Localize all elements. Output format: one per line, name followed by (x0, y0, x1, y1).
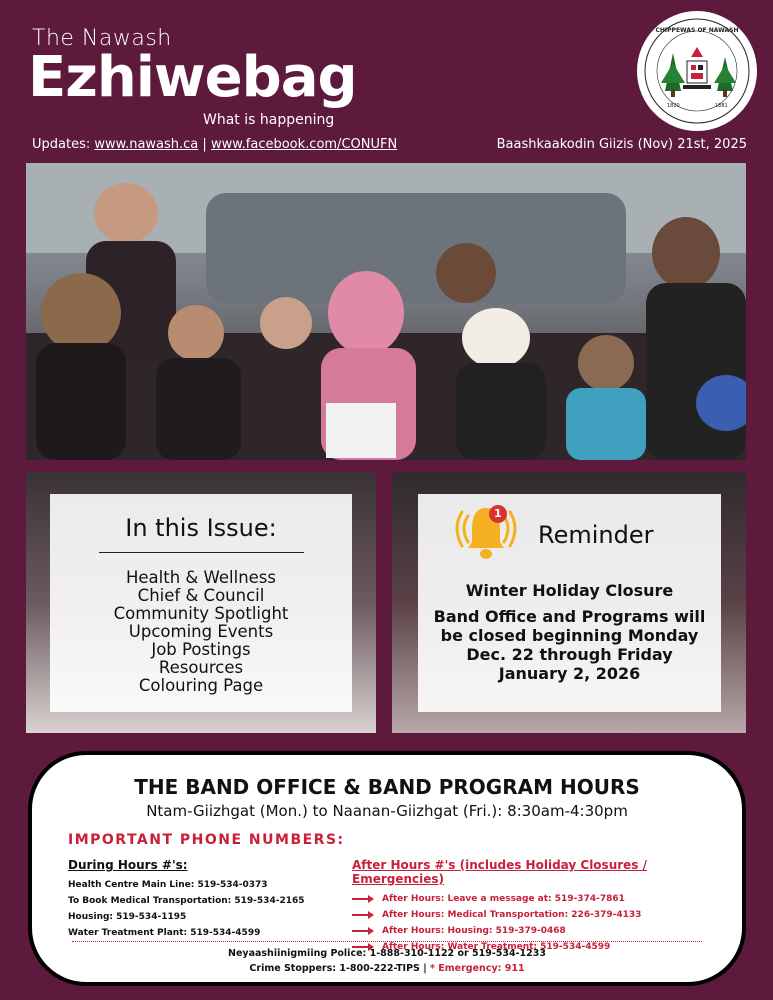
issue-item: Health & Wellness (125, 568, 276, 587)
issue-item: Chief & Council (137, 586, 265, 605)
during-hours-title: During Hours #'s: (68, 858, 188, 872)
arrow-right-icon (352, 926, 376, 936)
after-hours-text: After Hours: Medical Transportation: 226-379-4133 (382, 910, 642, 920)
logo-text-right: 1881 (715, 103, 728, 109)
after-hours-row (352, 907, 737, 923)
header-subtitle: What is happening (203, 112, 335, 128)
during-hours-row: Housing: 519-534-1195 (68, 912, 187, 922)
website-link[interactable]: www.nawash.ca (94, 137, 199, 152)
updates-links (32, 137, 397, 152)
reminder-line: Band Office and Programs will (433, 607, 706, 626)
reminder-body (428, 607, 711, 683)
reminder-line: Dec. 22 through Friday (466, 645, 673, 664)
reminder-card (418, 494, 721, 712)
after-hours-row (352, 891, 737, 907)
after-hours-text: After Hours: Housing: 519-379-0468 (382, 926, 566, 936)
bell-icon (446, 502, 526, 564)
after-hours-row (352, 923, 737, 939)
band-office-hours-card (28, 751, 746, 986)
reminder-subtitle: Winter Holiday Closure (465, 581, 674, 600)
issue-item: Colouring Page (138, 676, 264, 695)
reminder-line: January 2, 2026 (498, 664, 641, 683)
footer-separator: | (423, 963, 427, 974)
issue-date: Baashkaakodin Giizis (Nov) 21st, 2025 (496, 137, 747, 152)
after-hours-text: After Hours: Leave a message at: 519-374-7861 (382, 894, 625, 904)
issue-title: In this Issue: (125, 514, 277, 542)
hours-subtitle: Ntam-Giizhgat (Mon.) to Naanan-Giizhgat (Fri.): 8:30am-4:30pm (146, 802, 628, 820)
arrow-right-icon (352, 894, 376, 904)
logo-text-left: 1820 (667, 103, 680, 109)
facebook-link[interactable]: www.facebook.com/CONUFN (210, 137, 398, 152)
reminder-title: Reminder (538, 521, 654, 549)
arrow-right-icon (352, 910, 376, 920)
during-hours-row: Water Treatment Plant: 519-534-4599 (68, 928, 261, 938)
photo-illustration (26, 163, 746, 460)
notification-badge: 1 (494, 507, 502, 520)
updates-label: Updates: (32, 137, 91, 152)
header-kicker: The Nawash (32, 26, 172, 51)
during-hours-row: To Book Medical Transportation: 519-534-2165 (68, 896, 305, 906)
issue-item: Job Postings (151, 640, 251, 659)
in-this-issue-card (50, 494, 352, 712)
after-hours-text: After Hours: Water Treatment: 519-534-4599 (382, 942, 611, 952)
page-title: Ezhiwebag (28, 45, 357, 110)
issue-divider (99, 552, 304, 553)
during-hours-column (68, 858, 338, 941)
during-hours-row: Health Centre Main Line: 519-534-0373 (68, 880, 268, 890)
issue-item: Upcoming Events (128, 622, 274, 641)
issue-item: Community Spotlight (113, 604, 289, 623)
reminder-line: be closed beginning Monday (440, 626, 699, 645)
logo-text-top: CHIPPEWAS OF NAWASH (655, 27, 739, 34)
children-singing-photo (26, 163, 746, 460)
footer-divider (72, 941, 702, 942)
nawash-logo (637, 11, 757, 131)
emergency-number: * Emergency: 911 (430, 963, 525, 974)
crime-emergency-line (32, 963, 742, 974)
issue-item: Resources (158, 658, 244, 677)
hours-title: THE BAND OFFICE & BAND PROGRAM HOURS (134, 775, 640, 799)
crime-stoppers-number: Crime Stoppers: 1-800-222-TIPS (249, 963, 420, 974)
police-number: Neyaashiinigmiing Police: 1-888-310-1122 or 519-534-1233 (228, 948, 546, 959)
link-separator: | (202, 137, 207, 152)
after-hours-title: After Hours #'s (includes Holiday Closures / Emergencies) (352, 858, 647, 886)
phones-title: IMPORTANT PHONE NUMBERS: (68, 832, 345, 848)
